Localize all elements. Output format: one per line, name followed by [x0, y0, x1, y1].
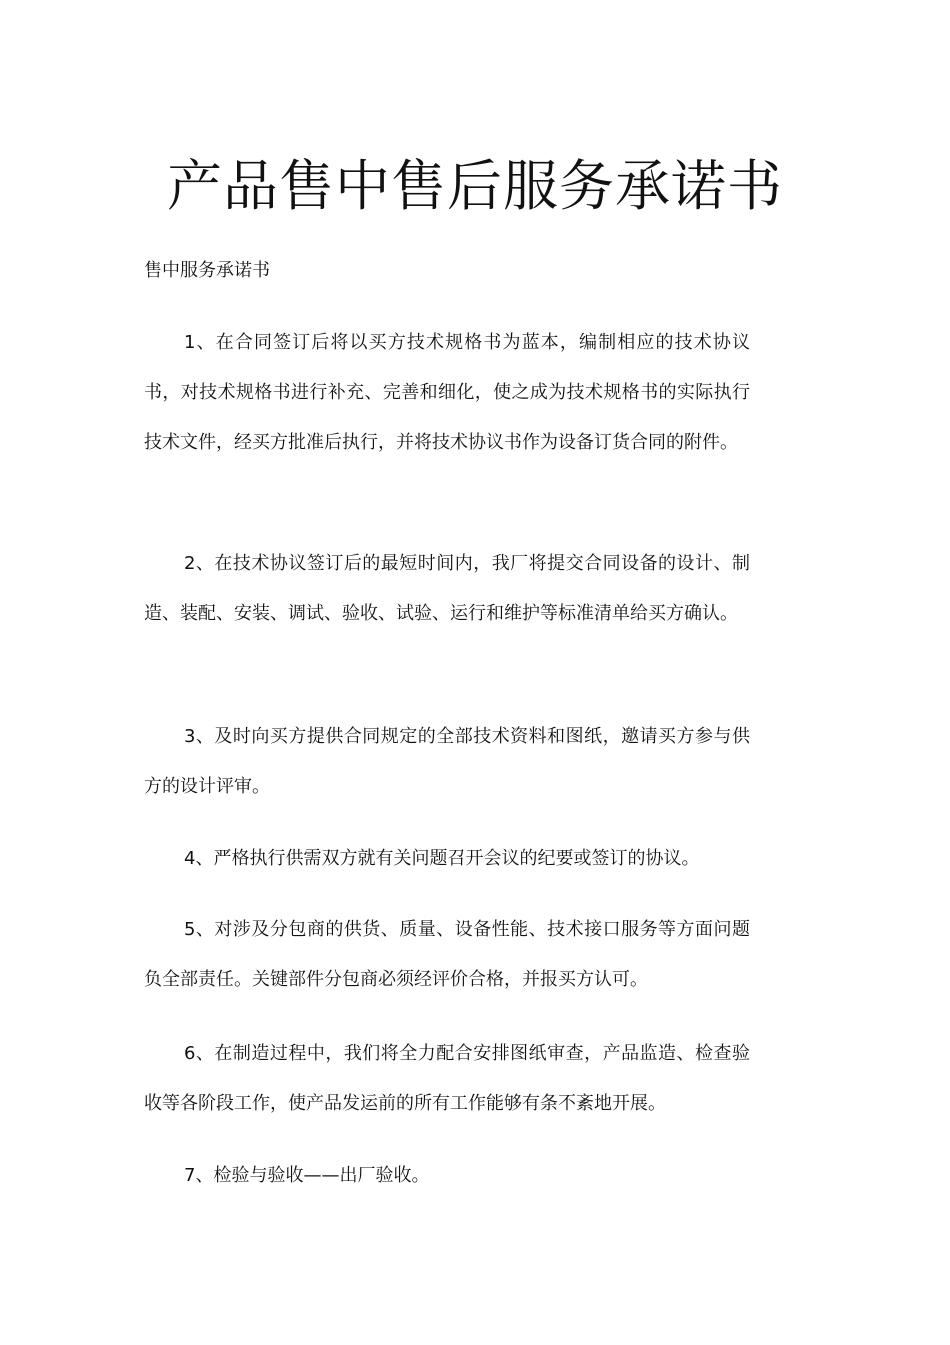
paragraph-3: 3、及时向买方提供合同规定的全部技术资料和图纸，邀请买方参与供方的设计评审。 [144, 726, 750, 797]
paragraph-1: 1、在合同签订后将以买方技术规格书为蓝本，编制相应的技术协议书，对技术规格书进行补充、完善和细化，使之成为技术规格书的实际执行技术文件，经买方批准后执行，并将技术协议书作为设备订货合同的附件。 [144, 332, 750, 453]
document-title: 产品售中售后服务承诺书 [166, 154, 783, 218]
paragraph-6: 6、在制造过程中，我们将全力配合安排图纸审查，产品监造、检查验收等各阶段工作，使产品发运前的所有工作能够有条不紊地开展。 [144, 1043, 750, 1114]
paragraph-4: 4、严格执行供需双方就有关问题召开会议的纪要或签订的协议。 [184, 848, 700, 869]
paragraph-5: 5、对涉及分包商的供货、质量、设备性能、技术接口服务等方面问题负全部责任。关键部件分包商必须经评价合格，并报买方认可。 [144, 919, 750, 990]
paragraph-7: 7、检验与验收——出厂验收。 [184, 1165, 430, 1186]
paragraph-2: 2、在技术协议签订后的最短时间内，我厂将提交合同设备的设计、制造、装配、安装、调试、验收、试验、运行和维护等标准清单给买方确认。 [144, 553, 750, 624]
section-subheading: 售中服务承诺书 [144, 260, 270, 281]
